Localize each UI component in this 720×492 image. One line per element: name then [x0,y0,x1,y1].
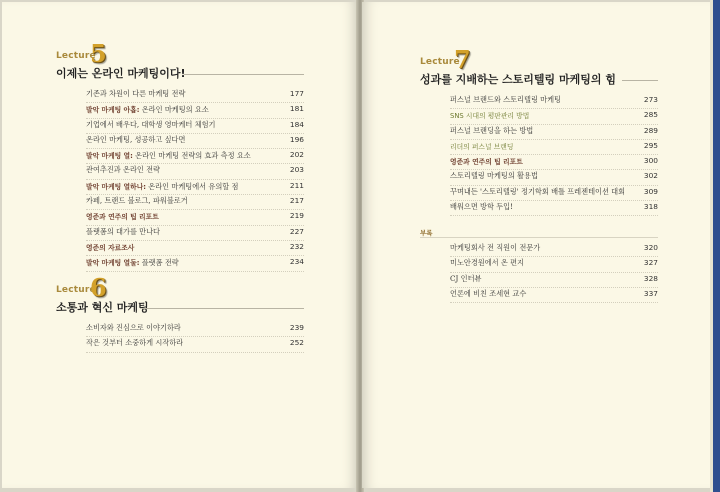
page-number: 300 [643,156,658,166]
toc-entry-list [56,88,304,272]
page-number: 196 [289,134,304,144]
lecture-title: 이제는 온라인 마케팅이다! [56,67,186,80]
page-number: 217 [289,196,304,206]
right-page [362,2,712,488]
entry-text: 온라인 마케팅 전략의 효과 측정 요소 [132,151,251,161]
left-page [2,2,358,488]
toc-entry[interactable] [56,103,304,118]
page-number: 318 [643,202,658,212]
toc-entry[interactable] [420,273,658,288]
toc-entry[interactable] [56,337,304,352]
entry-divider [450,215,658,216]
lecture-section [56,274,304,353]
toc-entry[interactable] [420,257,658,272]
toc-entry[interactable] [56,241,304,256]
page-number: 295 [643,140,658,150]
page-number: 289 [643,125,658,135]
entry-title [450,141,513,151]
toc-entry[interactable] [56,322,304,337]
entry-prefix: 영준과 연주의 팁 리포트 [86,213,159,222]
page-number: 285 [643,110,658,120]
lecture-title: 성과를 지배하는 스토리텔링 마케팅의 힘 [420,73,616,86]
toc-entry[interactable] [420,155,658,170]
entry-title: CJ 인터뷰 [450,273,482,283]
entry-title: 꾸며내든 '스토리텔링' 정기학회 배틀 프레젠테이션 대회 [450,186,626,196]
entry-prefix: 영준의 자료조사 [86,243,135,252]
entry-title [450,110,529,120]
entry-title [86,104,209,115]
entry-title: 퍼스널 브랜딩을 하는 방법 [450,125,534,135]
appendix-rule [420,237,658,238]
toc-entry[interactable] [420,288,658,303]
page-number: 234 [289,257,304,267]
page-number: 202 [289,150,304,160]
entry-title: 소비자와 진심으로 이야기하라 [86,323,181,332]
lecture-title: 소통과 혁신 마케팅 [56,301,149,314]
toc-entry[interactable] [56,134,304,149]
lecture-title-row [56,298,304,316]
entry-title: 스토리텔링 마케팅의 활용법 [450,171,538,181]
page-number: 337 [643,288,658,298]
entry-title: 배워으면 방학 두입! [450,202,514,212]
toc-entry[interactable] [420,170,658,185]
toc-entry[interactable] [420,140,658,155]
toc-entry[interactable] [56,119,304,134]
lecture-section [420,46,658,216]
toc-entry[interactable] [56,149,304,164]
entry-prefix: SNS 시대의 평판관리 방법 [450,112,530,121]
toc-entry[interactable] [56,226,304,241]
page-number: 328 [643,273,658,283]
page-number: 302 [643,171,658,181]
entry-title: 작은 것부터 소중하게 시작하라 [86,338,184,348]
entry-title: 카페, 트랜드 블로그, 파워블로거 [86,196,188,206]
lecture-section [56,40,304,272]
appendix-label: 부록 [420,229,433,237]
entry-title: 플랫폼의 대가를 만나다 [86,226,161,236]
toc-entry[interactable] [56,88,304,103]
page-number: 327 [643,258,658,268]
page-edge [713,0,720,492]
entry-divider [86,352,304,353]
page-number: 219 [289,211,304,221]
lecture-heading [420,45,658,74]
appendix-entry-list [420,242,658,303]
lecture-number: 7 [454,45,471,74]
title-rule [622,80,658,81]
toc-entry-list [420,94,658,216]
toc-entry[interactable] [420,186,658,201]
title-rule [184,74,304,75]
entry-prefix: 발악 마케팅 열: [86,152,133,161]
page-number: 227 [289,226,304,236]
page-number: 252 [289,338,304,348]
page-number: 203 [289,165,304,175]
entry-title: 마케팅회사 전 직원이 전문가 [450,243,541,252]
page-number: 320 [643,243,658,252]
entry-title [450,156,523,166]
entry-text: 플랫폼 전략 [139,258,179,268]
page-number: 211 [289,180,304,190]
title-rule [142,308,304,309]
entry-title: 기업에서 배우다, 대학생 영마케터 체험기 [86,119,216,129]
entry-title [86,242,134,252]
entry-title: 관여추진과 온라인 전략 [86,165,161,175]
page-number: 309 [643,186,658,196]
toc-entry[interactable] [56,210,304,225]
lecture-label: Lecture [420,57,460,67]
entry-prefix: 발악 마케팅 열하나: [86,182,146,191]
lecture-heading [56,273,304,302]
page-number: 177 [289,89,304,98]
lecture-number: 6 [90,273,107,302]
lecture-label: Lecture [56,51,96,61]
toc-entry[interactable] [56,164,304,179]
entry-prefix: 발악 마케팅 아홉: [86,106,140,115]
toc-entry[interactable] [420,94,658,109]
toc-entry[interactable] [420,201,658,216]
toc-entry[interactable] [56,195,304,210]
entry-title: 온라인 마케팅, 성공하고 싶다면 [86,134,186,144]
entry-text: 온라인 마케팅에서 유의할 점 [145,181,239,191]
entry-title: 언론에 비친 조세현 교수 [450,288,527,298]
lecture-title-row [56,64,304,82]
toc-entry[interactable] [56,180,304,195]
entry-divider [450,302,658,303]
lecture-heading [56,39,304,68]
entry-prefix: 영준과 연주의 팁 리포트 [450,158,523,167]
entry-divider [86,271,304,272]
entry-text: 온라인 마케팅의 요소 [139,105,209,115]
lecture-label: Lecture [56,285,96,295]
toc-entry[interactable] [420,109,658,124]
toc-entry[interactable] [420,125,658,140]
entry-title [86,150,251,161]
toc-entry-list [56,322,304,353]
entry-title [86,181,238,192]
page-number: 273 [643,95,658,104]
entry-title: 미노안경원에서 온 편지 [450,258,525,268]
page-number: 181 [289,104,304,114]
toc-entry[interactable] [56,256,304,271]
entry-prefix: 발악 마케팅 열둘: [86,259,140,268]
lecture-number: 5 [90,39,107,68]
entry-title [86,257,179,268]
entry-title [86,211,159,221]
page-number: 184 [289,119,304,129]
page-number: 239 [289,323,304,332]
toc-entry[interactable] [420,242,658,257]
lecture-title-row [420,70,658,88]
page-number: 232 [289,241,304,251]
entry-prefix: 리더의 퍼스널 브랜딩 [450,142,514,151]
entry-title: 퍼스널 브랜드와 스토리텔링 마케팅 [450,95,562,104]
entry-title: 기존과 차원이 다른 마케팅 전략 [86,89,186,98]
